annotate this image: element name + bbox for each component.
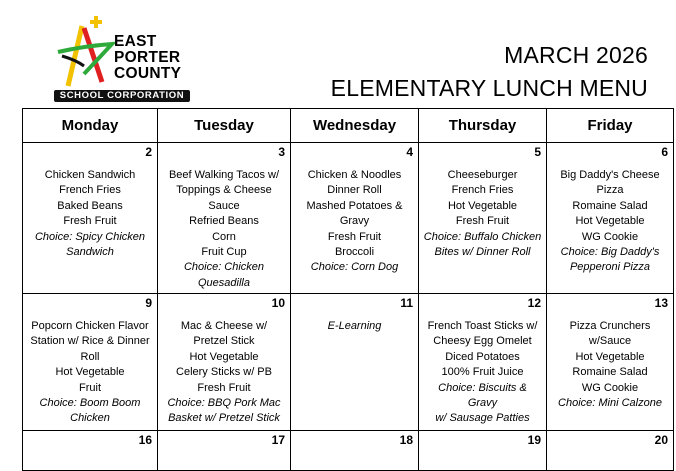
day-cell — [547, 143, 674, 294]
day-cell — [158, 431, 291, 471]
week-row — [23, 431, 674, 471]
menu-item: Roll — [80, 350, 100, 363]
menu-choice: Choice: Spicy Chicken — [34, 230, 146, 243]
menu-item: Corn — [212, 230, 236, 243]
menu-choice: Quesadilla — [198, 276, 250, 289]
menu-choice: Bites w/ Dinner Roll — [434, 246, 531, 259]
day-cell — [419, 431, 547, 471]
logo-line: COUNTY — [114, 65, 182, 82]
menu-item: Pizza — [596, 184, 624, 197]
menu-item: Chicken Sandwich — [44, 169, 136, 181]
menu-choice: Pepperoni Pizza — [569, 261, 651, 274]
menu-choice: Basket w/ Pretzel Stick — [168, 412, 280, 425]
day-header-row — [23, 109, 674, 143]
menu-item: Fresh Fruit — [327, 230, 382, 243]
logo-line: EAST — [114, 33, 157, 50]
menu-item: Baked Beans — [57, 199, 123, 212]
date-number: 11 — [400, 296, 413, 310]
menu-item: Fresh Fruit — [63, 215, 117, 228]
date-number: 20 — [654, 433, 668, 447]
date-number: 2 — [145, 145, 152, 159]
week-row — [23, 143, 674, 294]
menu-item: Fruit — [79, 381, 101, 394]
day-cell — [291, 431, 419, 471]
menu-item: Fresh Fruit — [455, 215, 510, 228]
menu-item: Refried Beans — [189, 215, 259, 228]
menu-item: Romaine Salad — [572, 199, 648, 212]
date-number: 10 — [271, 296, 285, 310]
menu-choice: Choice: Chicken — [183, 261, 265, 274]
menu-item: Hot Vegetable — [447, 199, 518, 212]
date-number: 19 — [527, 433, 541, 447]
menu-choice: E-Learning — [327, 320, 382, 332]
day-header-monday: Monday — [23, 109, 158, 143]
week-row — [23, 294, 674, 431]
logo-bar: SCHOOL CORPORATION — [54, 90, 190, 102]
menu-choice: Choice: Big Daddy's — [560, 246, 660, 259]
menu-item: Sauce — [208, 199, 240, 212]
menu-item: Hot Vegetable — [55, 366, 125, 379]
menu-choice: Choice: Biscuits & Gravy — [438, 381, 527, 410]
menu-item: Romaine Salad — [572, 366, 648, 379]
menu-item: Celery Sticks w/ PB — [176, 366, 272, 379]
menu-item: Diced Potatoes — [445, 350, 520, 363]
menu-item: Cheesy Egg Omelet — [433, 335, 532, 348]
menu-item: Fresh Fruit — [197, 381, 251, 394]
date-number: 6 — [661, 145, 668, 159]
day-header-tuesday: Tuesday — [158, 109, 291, 143]
date-number: 12 — [527, 296, 541, 310]
menu-item: Mashed Potatoes & — [306, 199, 403, 212]
menu-item: WG Cookie — [581, 381, 639, 394]
menu-item: WG Cookie — [581, 230, 639, 243]
menu-choice: Sandwich — [66, 246, 114, 259]
menu-item: Hot Vegetable — [189, 350, 259, 363]
menu-item: Station w/ Rice & Dinner — [30, 335, 150, 348]
day-cell — [23, 431, 158, 471]
menu-item: Dinner Roll — [327, 184, 382, 197]
day-header-wednesday: Wednesday — [291, 109, 419, 143]
menu-item: Big Daddy's Cheese — [560, 169, 660, 181]
menu-item: Cheeseburger — [447, 169, 518, 181]
logo-text — [114, 34, 181, 82]
day-cell — [547, 431, 674, 471]
day-cell — [291, 294, 419, 431]
date-number: 17 — [271, 433, 285, 447]
menu-item: French Fries — [451, 184, 514, 197]
menu-choice: Choice: Boom Boom — [39, 397, 141, 410]
day-cell — [291, 143, 419, 294]
menu-title: ELEMENTARY LUNCH MENU — [330, 75, 648, 101]
menu-item: Broccoli — [334, 246, 375, 259]
menu-item: Hot Vegetable — [575, 350, 645, 363]
menu-choice: w/ Sausage Patties — [435, 412, 530, 425]
date-number: 16 — [138, 433, 152, 447]
menu-item: Toppings & Cheese — [176, 184, 272, 197]
menu-item: Gravy — [339, 215, 370, 228]
menu-item: Popcorn Chicken Flavor — [31, 320, 149, 332]
date-number: 13 — [654, 296, 668, 310]
menu-item: Beef Walking Tacos w/ — [168, 169, 280, 181]
date-number: 9 — [145, 296, 152, 310]
day-header-thursday: Thursday — [419, 109, 547, 143]
menu-item: Chicken & Noodles — [307, 169, 402, 181]
menu-choice: Choice: Buffalo Chicken — [423, 230, 542, 243]
day-cell — [158, 294, 291, 431]
day-cell — [419, 294, 547, 431]
menu-choice: Choice: Corn Dog — [310, 261, 399, 274]
menu-choice: Choice: BBQ Pork Mac — [167, 397, 281, 410]
date-number: 5 — [534, 145, 541, 159]
menu-choice: Chicken — [70, 412, 110, 425]
menu-item: Pretzel Stick — [193, 335, 255, 348]
day-cell — [23, 294, 158, 431]
day-cell — [23, 143, 158, 294]
menu-choice: Choice: Mini Calzone — [558, 397, 662, 410]
logo-line: PORTER — [114, 49, 181, 66]
menu-calendar — [22, 108, 674, 471]
menu-item: Pizza Crunchers — [569, 320, 651, 332]
menu-item: Mac & Cheese w/ — [180, 320, 268, 332]
day-cell — [547, 294, 674, 431]
menu-item: French Fries — [59, 184, 121, 197]
menu-item: French Toast Sticks w/ — [427, 320, 538, 332]
menu-month: MARCH 2026 — [504, 42, 648, 68]
day-header-friday: Friday — [547, 109, 674, 143]
menu-item: 100% Fruit Juice — [441, 366, 524, 379]
menu-item: w/Sauce — [588, 335, 632, 348]
day-cell — [419, 143, 547, 294]
day-cell — [158, 143, 291, 294]
date-number: 18 — [399, 433, 413, 447]
menu-item: Hot Vegetable — [575, 215, 645, 228]
date-number: 4 — [406, 145, 413, 159]
date-number: 3 — [278, 145, 285, 159]
menu-item: Fruit Cup — [201, 246, 247, 259]
